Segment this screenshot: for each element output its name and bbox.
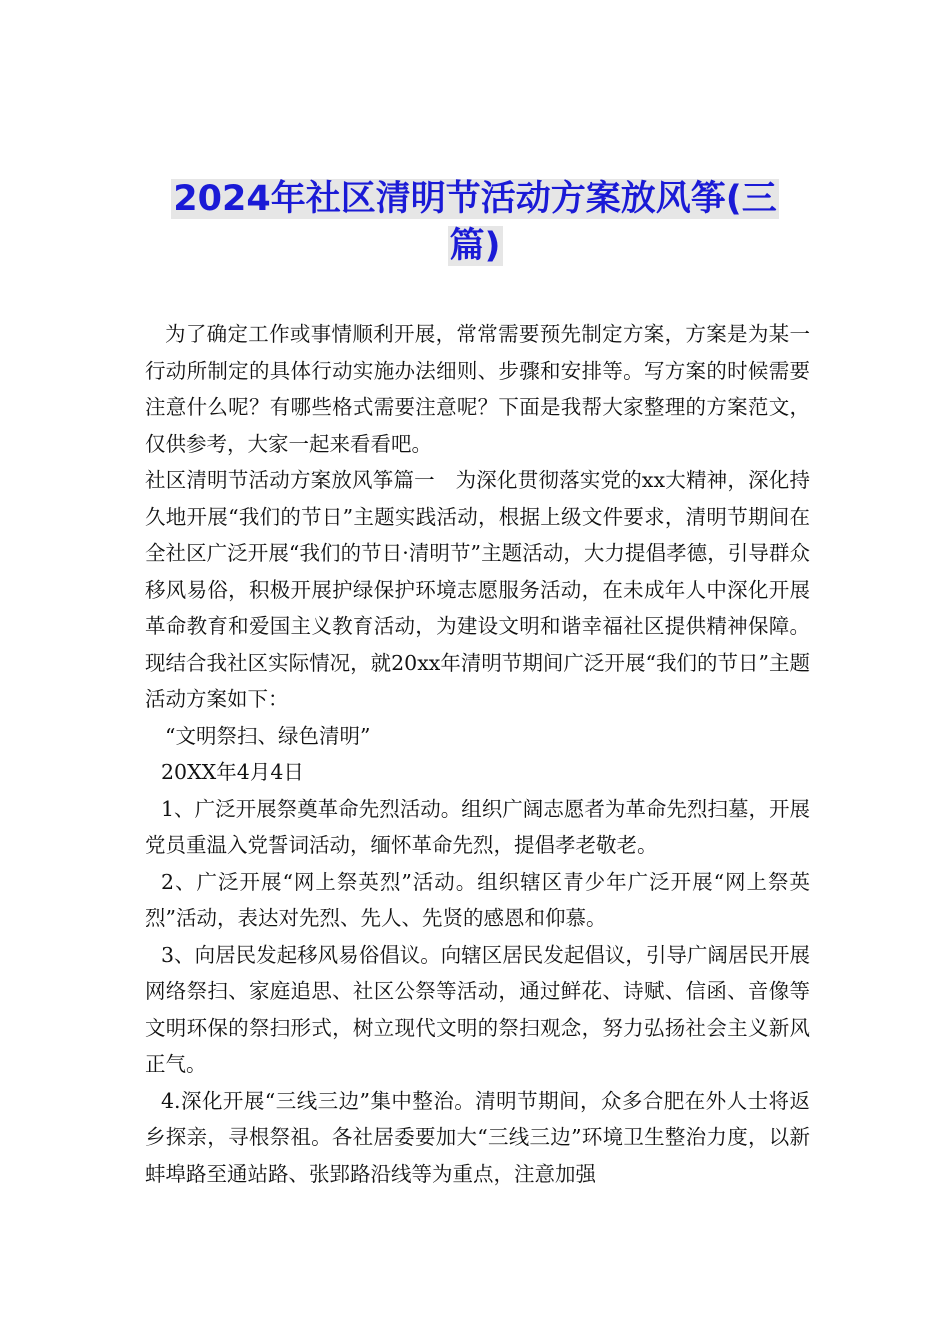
paragraph-item-4: 4.深化开展“三线三边”集中整治。清明节期间，众多合肥在外人士将返乡探亲，寻根祭祖。各社居委要加大“三线三边”环境卫生整治力度，以新蚌埠路至通站路、张郢路沿线等为重点，注意加强 — [145, 1088, 810, 1186]
paragraph-item-3: 3、向居民发起移风易俗倡议。向辖区居民发起倡议，引导广阔居民开展网络祭扫、家庭追思、社区公祭等活动，通过鲜花、诗赋、信函、音像等文明环保的祭扫形式，树立现代文明的祭扫观念，努力弘扬社会主义新风正气。 — [145, 942, 810, 1076]
paragraph-intro: 为了确定工作或事情顺利开展，常常需要预先制定方案，方案是为某一行动所制定的具体行动实施办法细则、步骤和安排等。写方案的时候需要注意什么呢？有哪些格式需要注意呢？下面是我帮大家整理的方案范文，仅供参考，大家一起来看看吧。 — [145, 322, 810, 456]
title-line-2: 篇) — [449, 226, 501, 266]
title-line-1: 2024年社区清明节活动方案放风筝(三 — [173, 179, 777, 219]
paragraph-item-2: 2、广泛开展“网上祭英烈”活动。组织辖区青少年广泛开展“网上祭英烈”活动，表达对先烈、先人、先贤的感恩和仰慕。 — [145, 869, 810, 930]
document-body — [145, 316, 810, 1192]
paragraph-date: 20XX年4月4日 — [161, 760, 304, 784]
paragraph-section-one: 社区清明节活动方案放风筝篇一 为深化贯彻落实党的xx大精神，深化持久地开展“我们的节日”主题实践活动，根据上级文件要求，清明节期间在全社区广泛开展“我们的节日·清明节”主题活动，大力提倡孝德，引导群众移风易俗，积极开展护绿保护环境志愿服务活动，在未成年人中深化开展革命教育和爱国主义教育活动，为建设文明和谐幸福社区提供精神保障。现结合我社区实际情况，就20xx年清明节期间广泛开展“我们的节日”主题活动方案如下： — [145, 468, 810, 711]
paragraph-theme: “文明祭扫、绿色清明” — [165, 723, 371, 748]
paragraph-item-1: 1、广泛开展祭奠革命先烈活动。组织广阔志愿者为革命先烈扫墓，开展党员重温入党誓词活动，缅怀革命先烈，提倡孝老敬老。 — [145, 796, 810, 857]
document-title — [130, 176, 820, 270]
